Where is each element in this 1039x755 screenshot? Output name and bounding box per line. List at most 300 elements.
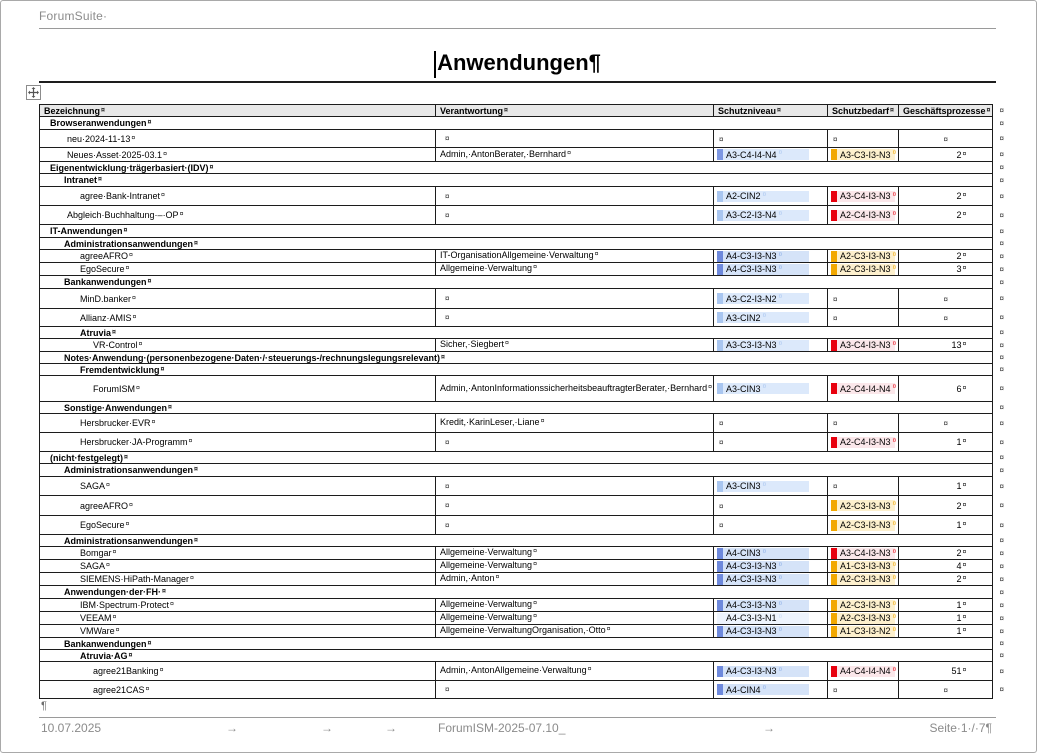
schutzbedarf-badge <box>831 561 895 572</box>
end-of-row-mark: ¤ <box>993 130 1009 148</box>
column-header-schutzniveau[interactable] <box>714 105 828 117</box>
cell-bezeichnung[interactable] <box>40 309 436 327</box>
cell-end-mark: ¤ <box>962 667 967 674</box>
cell-schutzniveau[interactable] <box>714 560 828 573</box>
cell-verantwortung[interactable] <box>436 130 714 148</box>
badge-label: A4-CIN4 <box>726 684 761 695</box>
cell-schutzniveau[interactable] <box>714 130 828 148</box>
cell-end-mark: ¤ <box>778 293 783 300</box>
group-label-cell[interactable] <box>40 364 993 376</box>
schutzbedarf-badge <box>831 574 895 585</box>
group-label-cell[interactable] <box>40 174 993 187</box>
cell-geschaeftsprozesse[interactable] <box>899 263 993 276</box>
cell-schutzniveau[interactable] <box>714 263 828 276</box>
schutzbedarf-badge <box>831 437 895 448</box>
group-row <box>40 162 1009 174</box>
cell-end-mark: ¤ <box>833 294 838 304</box>
cell-schutzbedarf[interactable] <box>828 547 899 560</box>
badge-label: A4-C3-I3-N3 <box>726 600 777 610</box>
cell-geschaeftsprozesse[interactable] <box>899 433 993 452</box>
badge-color-bar-icon <box>831 340 837 351</box>
cell-end-mark: ¤ <box>719 501 724 511</box>
badge-label: A2-C3-I3-N3 <box>840 500 891 511</box>
cell-geschaeftsprozesse[interactable] <box>899 376 993 402</box>
cell-verantwortung[interactable] <box>436 289 714 309</box>
group-label-cell[interactable] <box>40 327 993 339</box>
cell-geschaeftsprozesse[interactable] <box>899 148 993 162</box>
group-label-cell[interactable] <box>40 238 993 250</box>
cell-schutzniveau[interactable] <box>714 599 828 612</box>
responsible-names: Admin,·AntonInformationssicherheitsbeauftragterBerater,·Bernhard <box>440 382 708 393</box>
cell-schutzbedarf[interactable] <box>828 376 899 402</box>
cell-geschaeftsprozesse[interactable] <box>899 547 993 560</box>
group-label-cell[interactable] <box>40 162 993 174</box>
badge-color-bar-icon <box>717 561 723 572</box>
cell-schutzbedarf[interactable] <box>828 148 899 162</box>
cell-end-mark: ¤ <box>162 588 166 595</box>
cell-schutzbedarf[interactable] <box>828 612 899 625</box>
cell-geschaeftsprozesse[interactable] <box>899 516 993 535</box>
cell-end-mark: ¤ <box>445 501 450 510</box>
table-row <box>40 148 1009 162</box>
end-of-row-mark: ¤ <box>993 339 1009 352</box>
cell-geschaeftsprozesse[interactable] <box>899 289 993 309</box>
cell-end-mark: ¤ <box>170 601 174 608</box>
application-name: EgoSecure <box>80 520 125 530</box>
cell-end-mark: ¤ <box>778 560 783 568</box>
cell-verantwortung[interactable] <box>436 681 714 699</box>
cell-schutzniveau[interactable] <box>714 477 828 496</box>
cell-schutzniveau[interactable] <box>714 681 828 699</box>
group-row <box>40 586 1009 599</box>
cell-schutzniveau[interactable] <box>714 612 828 625</box>
schutzbedarf-badge <box>831 251 895 262</box>
cell-schutzbedarf[interactable] <box>828 263 899 276</box>
badge-color-bar-icon <box>717 251 723 262</box>
cell-end-mark: ¤ <box>533 264 537 271</box>
group-label-cell[interactable] <box>40 650 993 662</box>
cell-bezeichnung[interactable] <box>40 130 436 148</box>
group-label: Bankanwendungen <box>64 638 147 649</box>
group-label-cell[interactable] <box>40 452 993 464</box>
cell-end-mark: ¤ <box>892 599 897 607</box>
badge-color-bar-icon <box>831 520 837 531</box>
badge-color-bar-icon <box>717 548 723 559</box>
cell-bezeichnung[interactable] <box>40 516 436 535</box>
cell-schutzbedarf[interactable] <box>828 206 899 225</box>
badge-label: A4-C3-I3-N3 <box>726 264 777 274</box>
table-row <box>40 612 1009 625</box>
cell-end-mark: ¤ <box>962 501 967 509</box>
cell-bezeichnung[interactable] <box>40 573 436 586</box>
group-label: Atruvia <box>80 327 112 338</box>
table-row <box>40 681 1009 699</box>
cell-geschaeftsprozesse[interactable] <box>899 573 993 586</box>
cell-geschaeftsprozesse[interactable] <box>899 612 993 625</box>
cell-end-mark: ¤ <box>125 265 130 272</box>
cell-schutzniveau[interactable] <box>714 662 828 681</box>
tab-mark-icon: → <box>321 721 333 735</box>
schutzbedarf-badge <box>831 548 895 559</box>
cell-schutzbedarf[interactable] <box>828 599 899 612</box>
cell-end-mark: ¤ <box>943 419 948 428</box>
table-move-handle-icon[interactable] <box>26 85 41 100</box>
cell-verantwortung[interactable] <box>436 433 714 452</box>
schutzniveau-badge <box>717 684 809 695</box>
cell-bezeichnung[interactable] <box>40 547 436 560</box>
cell-end-mark: ¤ <box>892 573 897 581</box>
cell-end-mark: ¤ <box>151 419 156 426</box>
group-label: Notes·Anwendung·(personenbezogene·Daten·/·steuerungs-/rechnungslegungsrelevant) <box>64 352 441 363</box>
schutzbedarf-badge <box>831 666 895 677</box>
cell-schutzniveau[interactable] <box>714 376 828 402</box>
badge-label: A3-C4-I3-N3 <box>840 548 891 558</box>
schutzniveau-badge <box>717 561 809 572</box>
cell-verantwortung[interactable] <box>436 612 714 625</box>
badge-color-bar-icon <box>717 666 723 677</box>
schutzbedarf-badge <box>831 149 895 160</box>
badge-color-bar-icon <box>831 613 837 624</box>
cell-end-mark: ¤ <box>962 575 967 582</box>
cell-verantwortung[interactable] <box>436 376 714 402</box>
cell-schutzniveau[interactable] <box>714 573 828 586</box>
cell-bezeichnung[interactable] <box>40 414 436 433</box>
badge-color-bar-icon <box>717 383 723 394</box>
cell-schutzniveau[interactable] <box>714 250 828 263</box>
column-header-schutzbedarf[interactable] <box>828 105 899 117</box>
cell-end-mark: ¤ <box>962 438 967 445</box>
cell-schutzbedarf[interactable] <box>828 339 899 352</box>
end-of-row-mark: ¤ <box>993 352 1009 364</box>
application-name: agree21CAS <box>93 684 145 695</box>
four-way-arrow-icon <box>28 87 39 98</box>
cell-verantwortung[interactable] <box>436 309 714 327</box>
cell-end-mark: ¤ <box>778 339 783 347</box>
cell-bezeichnung[interactable] <box>40 289 436 309</box>
schutzniveau-badge <box>717 481 809 492</box>
cell-end-mark: ¤ <box>962 265 967 272</box>
badge-label: A3-CIN2 <box>726 312 761 323</box>
badge-color-bar-icon <box>717 684 723 695</box>
end-of-row-mark: ¤ <box>993 376 1009 402</box>
cell-bezeichnung[interactable] <box>40 376 436 402</box>
footer-doc-ref[interactable]: ForumISM-2025-07.10_ <box>438 721 566 735</box>
cell-end-mark: ¤ <box>778 599 783 607</box>
cell-geschaeftsprozesse[interactable] <box>899 339 993 352</box>
cell-verantwortung[interactable] <box>436 560 714 573</box>
end-of-row-mark: ¤ <box>993 477 1009 496</box>
group-row <box>40 650 1009 662</box>
cell-geschaeftsprozesse[interactable] <box>899 477 993 496</box>
cell-end-mark: ¤ <box>892 263 897 271</box>
cell-geschaeftsprozesse[interactable] <box>899 250 993 263</box>
cell-schutzbedarf[interactable] <box>828 681 899 699</box>
cell-bezeichnung[interactable] <box>40 433 436 452</box>
cell-end-mark: ¤ <box>833 482 838 491</box>
cell-bezeichnung[interactable] <box>40 477 436 496</box>
cell-geschaeftsprozesse[interactable] <box>899 187 993 206</box>
cell-end-mark: ¤ <box>587 666 592 673</box>
end-of-row-mark: ¤ <box>993 681 1009 699</box>
end-of-row-mark: ¤ <box>993 650 1009 662</box>
cell-end-mark: ¤ <box>445 191 450 201</box>
cell-schutzbedarf[interactable] <box>828 625 899 638</box>
application-name: neu·2024-11-13 <box>67 133 131 144</box>
cell-verantwortung[interactable] <box>436 477 714 496</box>
cell-bezeichnung[interactable] <box>40 263 436 276</box>
badge-color-bar-icon <box>717 191 723 202</box>
group-label-cell[interactable] <box>40 402 993 414</box>
cell-geschaeftsprozesse[interactable] <box>899 309 993 327</box>
cell-geschaeftsprozesse[interactable] <box>899 625 993 638</box>
page-header-text[interactable]: ForumSuite· <box>39 9 108 23</box>
application-name: agreeAFRO <box>80 500 129 511</box>
cell-schutzbedarf[interactable] <box>828 309 899 327</box>
cell-schutzbedarf[interactable] <box>828 289 899 309</box>
document-title[interactable] <box>39 50 996 78</box>
cell-end-mark: ¤ <box>161 192 165 199</box>
cell-bezeichnung[interactable] <box>40 681 436 699</box>
cell-end-mark: ¤ <box>194 536 198 544</box>
group-label-cell[interactable] <box>40 535 993 547</box>
column-header-bezeichnung[interactable] <box>40 105 436 117</box>
cell-verantwortung[interactable] <box>436 662 714 681</box>
schutzniveau-badge <box>717 383 809 394</box>
badge-label: A3-C3-I3-N3 <box>840 149 891 160</box>
group-row <box>40 364 1009 376</box>
cell-end-mark: ¤ <box>594 251 599 258</box>
badge-color-bar-icon <box>831 251 837 262</box>
cell-bezeichnung[interactable] <box>40 560 436 573</box>
cell-end-mark: ¤ <box>892 149 897 156</box>
group-label-cell[interactable] <box>40 638 993 650</box>
cell-end-mark: ¤ <box>168 403 172 411</box>
cell-schutzbedarf[interactable] <box>828 433 899 452</box>
badge-label: A2-C3-I3-N3 <box>840 574 891 584</box>
group-row <box>40 452 1009 464</box>
cell-geschaeftsprozesse[interactable] <box>899 599 993 612</box>
badge-label: A4-C3-I3-N3 <box>726 574 777 584</box>
group-label-cell[interactable] <box>40 276 993 289</box>
responsible-names: Sicher,·Siegbert <box>440 339 505 349</box>
cell-schutzniveau[interactable] <box>714 496 828 516</box>
cell-end-mark: ¤ <box>179 211 184 218</box>
footer-page-number[interactable]: Seite·1·/·7¶ <box>929 721 992 735</box>
table-row <box>40 516 1009 535</box>
cell-schutzniveau[interactable] <box>714 289 828 309</box>
cell-verantwortung[interactable] <box>436 414 714 433</box>
cell-verantwortung[interactable] <box>436 573 714 586</box>
cell-schutzniveau[interactable] <box>714 516 828 535</box>
footer-rule <box>39 717 996 718</box>
cell-end-mark: ¤ <box>145 685 150 693</box>
table-row <box>40 477 1009 496</box>
group-label: Bankanwendungen <box>64 277 147 287</box>
cell-schutzbedarf[interactable] <box>828 516 899 535</box>
cell-schutzniveau[interactable] <box>714 148 828 162</box>
process-count: 2 <box>956 548 962 558</box>
cell-end-mark: ¤ <box>762 480 767 488</box>
group-label-cell[interactable] <box>40 225 993 238</box>
cell-verantwortung[interactable] <box>436 187 714 206</box>
cell-end-mark: ¤ <box>719 419 724 428</box>
cell-schutzbedarf[interactable] <box>828 560 899 573</box>
end-of-row-mark: ¤ <box>993 625 1009 638</box>
cell-end-mark: ¤ <box>123 227 128 234</box>
table-header-row <box>40 105 1009 117</box>
end-of-row-mark: ¤ <box>993 547 1009 560</box>
cell-schutzbedarf[interactable] <box>828 496 899 516</box>
cell-schutzbedarf[interactable] <box>828 414 899 433</box>
cell-end-mark: ¤ <box>892 500 897 507</box>
cell-schutzniveau[interactable] <box>714 625 828 638</box>
end-of-row-mark: ¤ <box>993 638 1009 650</box>
cell-schutzniveau[interactable] <box>714 414 828 433</box>
end-of-row-mark: ¤ <box>993 250 1009 263</box>
table-row <box>40 250 1009 263</box>
badge-color-bar-icon <box>717 312 723 323</box>
application-name: SIEMENS·HiPath-Manager <box>80 574 190 584</box>
process-count: 6 <box>956 383 962 394</box>
badge-label: A3-C4-I4-N4 <box>726 149 777 160</box>
cell-verantwortung[interactable] <box>436 599 714 612</box>
cell-schutzbedarf[interactable] <box>828 130 899 148</box>
cell-bezeichnung[interactable] <box>40 339 436 352</box>
cell-geschaeftsprozesse[interactable] <box>899 681 993 699</box>
end-of-row-mark: ¤ <box>993 327 1009 339</box>
cell-end-mark: ¤ <box>892 612 897 620</box>
badge-label: A3-CIN3 <box>726 383 761 394</box>
process-count: 51 <box>951 666 962 676</box>
cell-verantwortung[interactable] <box>436 496 714 516</box>
group-label: Anwendungen·der·FH· <box>64 587 161 597</box>
group-label: Administrationsanwendungen <box>64 238 194 249</box>
cell-bezeichnung[interactable] <box>40 148 436 162</box>
application-name: agree·Bank-Intranet <box>80 191 161 201</box>
schutzbedarf-badge <box>831 383 895 394</box>
responsible-names: Admin,·AntonAllgemeine·Verwaltung <box>440 665 587 675</box>
cell-bezeichnung[interactable] <box>40 496 436 516</box>
application-name: agreeAFRO <box>80 251 129 261</box>
cell-schutzbedarf[interactable] <box>828 187 899 206</box>
cell-geschaeftsprozesse[interactable] <box>899 414 993 433</box>
footer-date[interactable]: 10.07.2025 <box>41 721 102 735</box>
process-count: 1 <box>956 613 962 623</box>
cell-verantwortung[interactable] <box>436 148 714 162</box>
end-of-row-mark: ¤ <box>993 612 1009 625</box>
application-name: ForumISM <box>93 383 136 394</box>
cell-bezeichnung[interactable] <box>40 187 436 206</box>
cell-geschaeftsprozesse[interactable] <box>899 206 993 225</box>
end-of-row-mark: ¤ <box>993 187 1009 206</box>
cell-end-mark: ¤ <box>719 134 724 144</box>
cell-verantwortung[interactable] <box>436 263 714 276</box>
cell-end-mark: ¤ <box>504 106 508 114</box>
cell-end-mark: ¤ <box>962 614 967 621</box>
badge-label: A4-C4-I4-N4 <box>840 666 891 676</box>
cell-schutzbedarf[interactable] <box>828 662 899 681</box>
footer-pilcrow: ¶ <box>41 700 47 712</box>
cell-schutzniveau[interactable] <box>714 309 828 327</box>
cell-geschaeftsprozesse[interactable] <box>899 560 993 573</box>
cell-end-mark: ¤ <box>132 313 137 321</box>
cell-schutzniveau[interactable] <box>714 433 828 452</box>
application-name: Hersbrucker·JA-Programm <box>80 437 188 447</box>
group-row <box>40 464 1009 477</box>
group-label-cell[interactable] <box>40 586 993 599</box>
cell-end-mark: ¤ <box>962 549 967 556</box>
badge-label: A3-C4-I3-N3 <box>840 191 891 201</box>
cell-end-mark: ¤ <box>762 312 767 319</box>
group-label-cell[interactable] <box>40 352 993 364</box>
column-header-geschäftsprozesse[interactable] <box>899 105 993 117</box>
cell-end-mark: ¤ <box>778 573 783 581</box>
end-of-row-mark: ¤ <box>993 414 1009 433</box>
cell-schutzbedarf[interactable] <box>828 250 899 263</box>
cell-verantwortung[interactable] <box>436 206 714 225</box>
schutzniveau-badge <box>717 293 809 304</box>
application-name: IBM·Spectrum·Protect <box>80 600 170 610</box>
application-name: EgoSecure <box>80 264 125 274</box>
cell-schutzbedarf[interactable] <box>828 477 899 496</box>
cell-end-mark: ¤ <box>719 438 724 447</box>
schutzniveau-badge <box>717 666 809 677</box>
end-of-row-mark: ¤ <box>993 263 1009 276</box>
column-header-label: Geschäftsprozesse <box>903 105 986 116</box>
table-row <box>40 206 1009 225</box>
cell-schutzniveau[interactable] <box>714 206 828 225</box>
cell-schutzniveau[interactable] <box>714 339 828 352</box>
column-header-label: Schutzniveau <box>718 105 777 116</box>
cell-geschaeftsprozesse[interactable] <box>899 496 993 516</box>
cell-end-mark: ¤ <box>719 521 724 530</box>
group-label-cell[interactable] <box>40 117 993 130</box>
group-label: Administrationsanwendungen <box>64 465 194 475</box>
cell-verantwortung[interactable] <box>436 625 714 638</box>
cell-bezeichnung[interactable] <box>40 625 436 638</box>
group-label-cell[interactable] <box>40 464 993 477</box>
cell-geschaeftsprozesse[interactable] <box>899 130 993 148</box>
cell-end-mark: ¤ <box>190 575 194 582</box>
column-header-verantwortung[interactable] <box>436 105 714 117</box>
cell-end-mark: ¤ <box>160 365 165 373</box>
cell-end-mark: ¤ <box>128 651 133 659</box>
cell-verantwortung[interactable] <box>436 516 714 535</box>
group-label: IT-Anwendungen <box>50 226 123 236</box>
cell-bezeichnung[interactable] <box>40 612 436 625</box>
group-row <box>40 276 1009 289</box>
table-row <box>40 263 1009 276</box>
badge-color-bar-icon <box>831 191 837 202</box>
badge-label: A2-C3-I3-N3 <box>840 600 891 610</box>
process-count: 1 <box>956 520 962 530</box>
cell-schutzniveau[interactable] <box>714 187 828 206</box>
badge-color-bar-icon <box>831 574 837 585</box>
cell-geschaeftsprozesse[interactable] <box>899 662 993 681</box>
cell-bezeichnung[interactable] <box>40 206 436 225</box>
cell-schutzbedarf[interactable] <box>828 573 899 586</box>
cell-verantwortung[interactable] <box>436 250 714 263</box>
application-name: agree21Banking <box>93 666 159 676</box>
cell-verantwortung[interactable] <box>436 339 714 352</box>
cell-verantwortung[interactable] <box>436 547 714 560</box>
cell-bezeichnung[interactable] <box>40 662 436 681</box>
cell-end-mark: ¤ <box>892 250 897 258</box>
cell-bezeichnung[interactable] <box>40 599 436 612</box>
cell-bezeichnung[interactable] <box>40 250 436 263</box>
cell-schutzniveau[interactable] <box>714 547 828 560</box>
schutzbedarf-badge <box>831 626 895 637</box>
